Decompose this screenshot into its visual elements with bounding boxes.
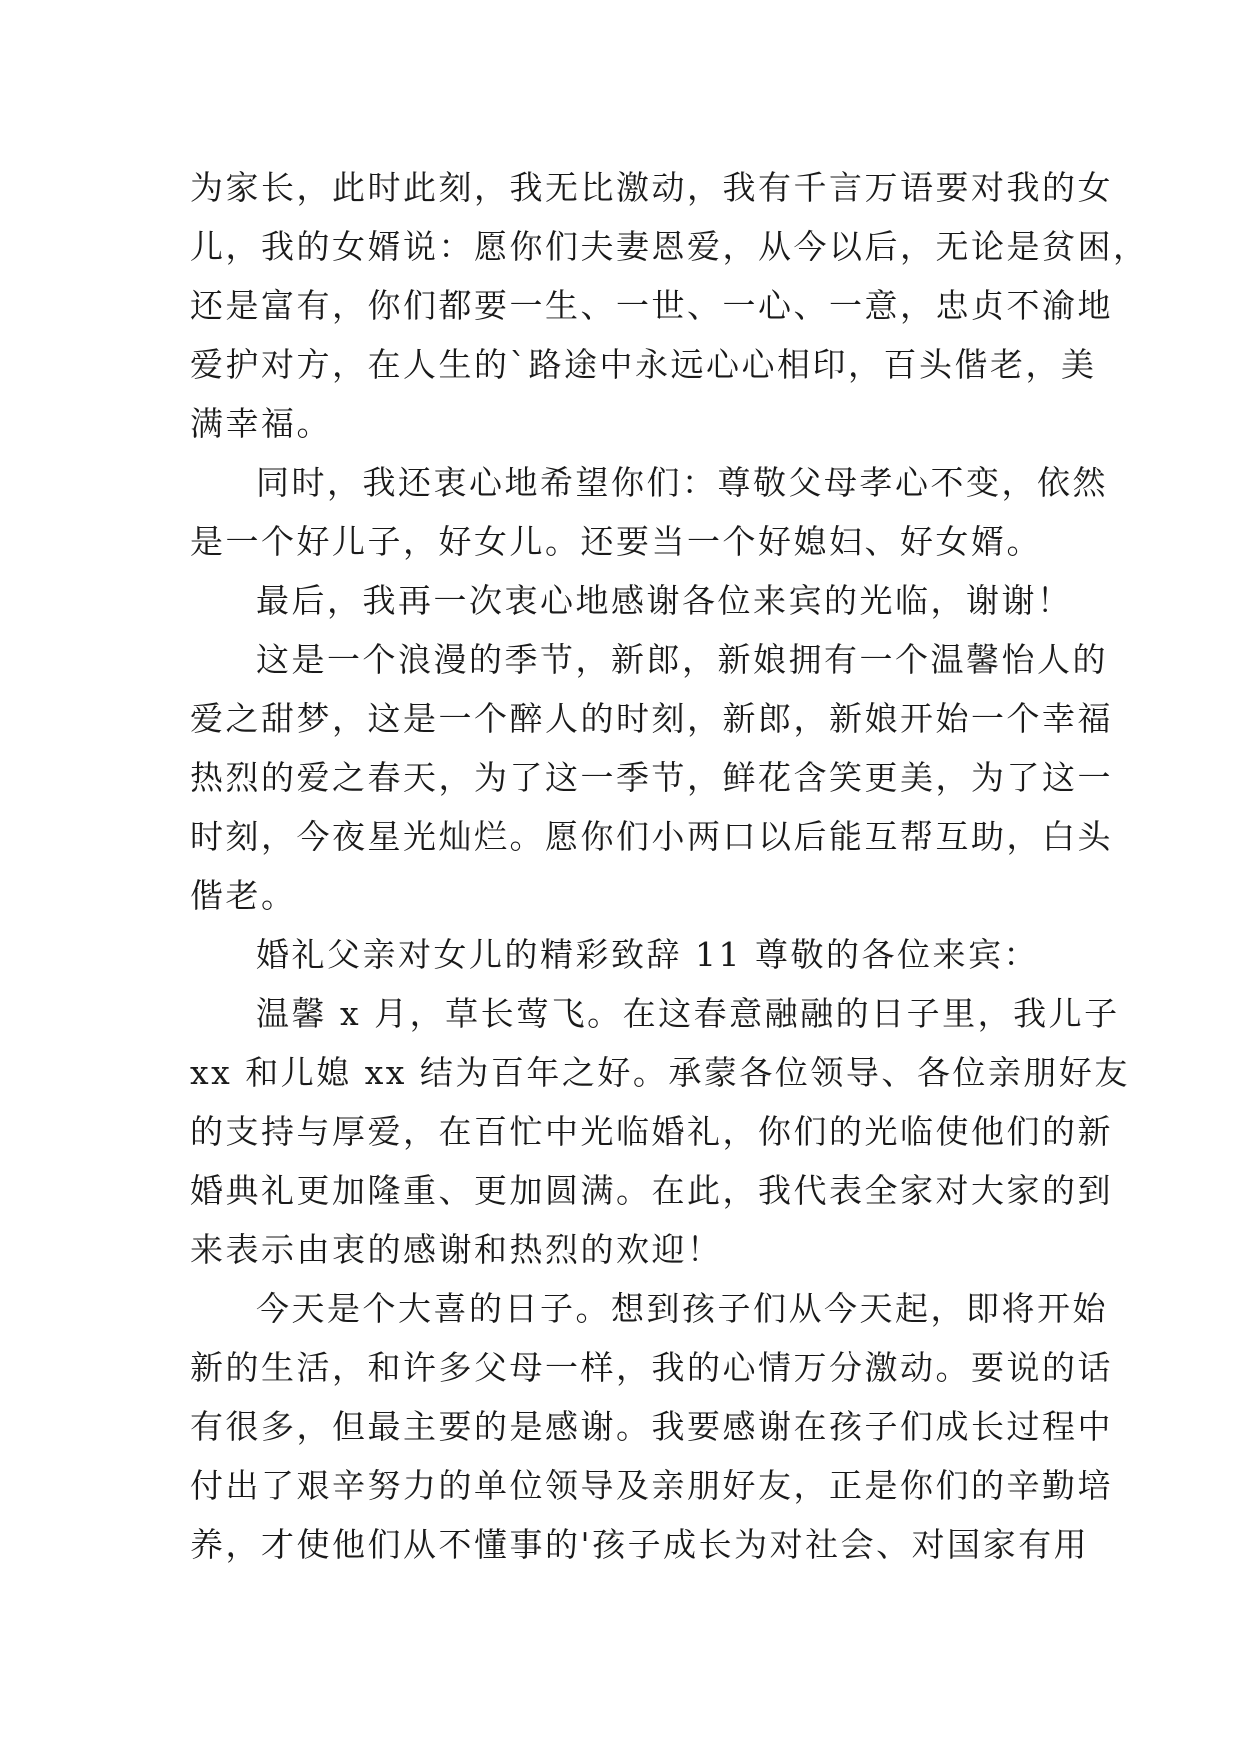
text-line: 来表示由衷的感谢和热烈的欢迎！ bbox=[190, 1230, 723, 1269]
text-line: 为家长，此时此刻，我无比激动，我有千言万语要对我的女 bbox=[190, 168, 1113, 207]
text-line: 偕老。 bbox=[190, 876, 297, 915]
text-line: 温馨 x 月，草长莺飞。在这春意融融的日子里，我儿子 bbox=[256, 994, 1120, 1033]
text-line: 养，才使他们从不懂事的'孩子成长为对社会、对国家有用 bbox=[190, 1525, 1090, 1564]
text-line: 同时，我还衷心地希望你们：尊敬父母孝心不变，依然 bbox=[256, 463, 1108, 502]
text-line: 儿，我的女婿说：愿你们夫妻恩爱，从今以后，无论是贫困， bbox=[190, 227, 1149, 266]
text-line: 时刻，今夜星光灿烂。愿你们小两口以后能互帮互助，白头 bbox=[190, 817, 1113, 856]
body-text bbox=[190, 158, 1149, 1574]
text-line: 付出了艰辛努力的单位领导及亲朋好友，正是你们的辛勤培 bbox=[190, 1466, 1113, 1505]
text-line: 满幸福。 bbox=[190, 404, 332, 443]
text-line: 最后，我再一次衷心地感谢各位来宾的光临，谢谢！ bbox=[256, 581, 1073, 620]
text-line: 热烈的爱之春天，为了这一季节，鲜花含笑更美，为了这一 bbox=[190, 758, 1113, 797]
text-line: 还是富有，你们都要一生、一世、一心、一意，忠贞不渝地 bbox=[190, 286, 1113, 325]
text-line: 婚礼父亲对女儿的精彩致辞 11 尊敬的各位来宾： bbox=[256, 935, 1039, 974]
text-line: 今天是个大喜的日子。想到孩子们从今天起，即将开始 bbox=[256, 1289, 1108, 1328]
text-line: 的支持与厚爱，在百忙中光临婚礼，你们的光临使他们的新 bbox=[190, 1112, 1113, 1151]
text-line: 是一个好儿子，好女儿。还要当一个好媳妇、好女婿。 bbox=[190, 522, 1042, 561]
text-line: 新的生活，和许多父母一样，我的心情万分激动。要说的话 bbox=[190, 1348, 1113, 1387]
text-line: 婚典礼更加隆重、更加圆满。在此，我代表全家对大家的到 bbox=[190, 1171, 1113, 1210]
text-line: 爱护对方，在人生的`路途中永远心心相印，百头偕老，美 bbox=[190, 345, 1097, 384]
text-line: xx 和儿媳 xx 结为百年之好。承蒙各位领导、各位亲朋好友 bbox=[190, 1053, 1130, 1092]
text-line: 爱之甜梦，这是一个醉人的时刻，新郎，新娘开始一个幸福 bbox=[190, 699, 1113, 738]
text-line: 这是一个浪漫的季节，新郎，新娘拥有一个温馨怡人的 bbox=[256, 640, 1108, 679]
text-line: 有很多，但最主要的是感谢。我要感谢在孩子们成长过程中 bbox=[190, 1407, 1113, 1446]
